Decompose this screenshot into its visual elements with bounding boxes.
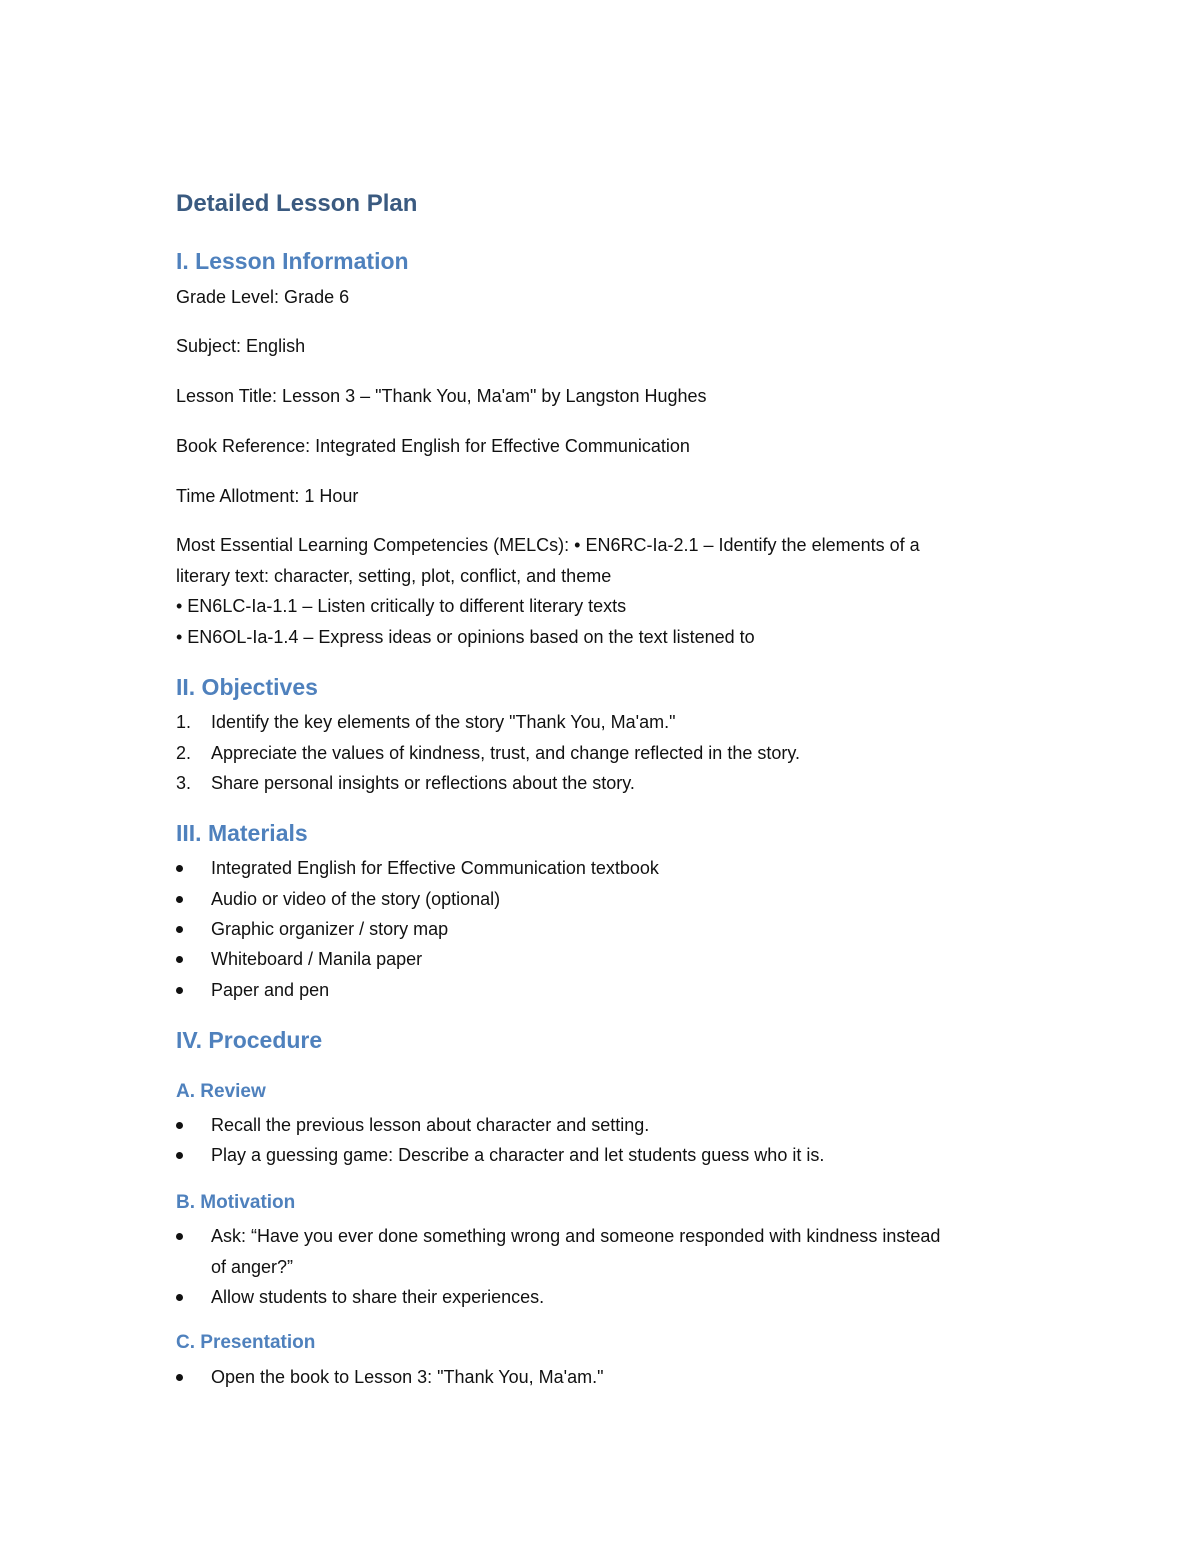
bullet-icon (176, 1233, 183, 1240)
review-text: Play a guessing game: Describe a character and let students guess who it is. (211, 1145, 825, 1165)
section-heading-objectives: II. Objectives (176, 674, 318, 700)
material-text: Paper and pen (211, 980, 330, 1000)
objective-text: Appreciate the values of kindness, trust, and change reflected in the story. (211, 743, 801, 763)
motivation-text: Allow students to share their experiences. (211, 1287, 545, 1307)
document-title: Detailed Lesson Plan (176, 190, 418, 217)
material-text: Whiteboard / Manila paper (211, 949, 423, 969)
bullet-icon (176, 865, 183, 872)
motivation-text-line-2: of anger?” (211, 1257, 294, 1277)
bullet-icon (176, 1294, 183, 1301)
list-number: 1. (176, 712, 192, 732)
melcs-line-3: • EN6LC-Ia-1.1 – Listen critically to different literary texts (176, 596, 627, 616)
material-text: Integrated English for Effective Communication textbook (211, 858, 659, 878)
section-heading-procedure: IV. Procedure (176, 1027, 323, 1053)
objective-text: Identify the key elements of the story "Thank You, Ma'am." (211, 712, 676, 732)
bullet-icon (176, 1374, 183, 1381)
review-text: Recall the previous lesson about character and setting. (211, 1115, 650, 1135)
section-heading-materials: III. Materials (176, 820, 308, 846)
material-text: Audio or video of the story (optional) (211, 889, 501, 909)
bullet-icon (176, 956, 183, 963)
time-allotment-text: Time Allotment: 1 Hour (176, 486, 359, 506)
objective-text: Share personal insights or reflections about the story. (211, 773, 635, 793)
grade-level-text: Grade Level: Grade 6 (176, 287, 350, 307)
material-text: Graphic organizer / story map (211, 919, 449, 939)
bullet-icon (176, 987, 183, 994)
section-heading-lesson-information: I. Lesson Information (176, 248, 409, 274)
subsection-heading-presentation: C. Presentation (176, 1332, 316, 1353)
melcs-line-4: • EN6OL-Ia-1.4 – Express ideas or opinions based on the text listened to (176, 627, 755, 647)
motivation-text-line-1: Ask: “Have you ever done something wrong and someone responded with kindness instead (211, 1226, 941, 1246)
list-number: 2. (176, 743, 192, 763)
bullet-icon (176, 1122, 183, 1129)
lesson-title-text: Lesson Title: Lesson 3 – "Thank You, Ma'am" by Langston Hughes (176, 386, 707, 406)
bullet-icon (176, 926, 183, 933)
bullet-icon (176, 896, 183, 903)
subsection-heading-review: A. Review (176, 1081, 266, 1102)
bullet-icon (176, 1152, 183, 1159)
subsection-heading-motivation: B. Motivation (176, 1192, 296, 1213)
melcs-line-2: literary text: character, setting, plot, conflict, and theme (176, 566, 612, 586)
subject-text: Subject: English (176, 336, 306, 356)
list-number: 3. (176, 773, 192, 793)
presentation-text: Open the book to Lesson 3: "Thank You, Ma'am." (211, 1367, 604, 1387)
melcs-line-1: Most Essential Learning Competencies (MELCs): • EN6RC-Ia-2.1 – Identify the elements of a (176, 535, 920, 555)
book-reference-text: Book Reference: Integrated English for Effective Communication (176, 436, 690, 456)
